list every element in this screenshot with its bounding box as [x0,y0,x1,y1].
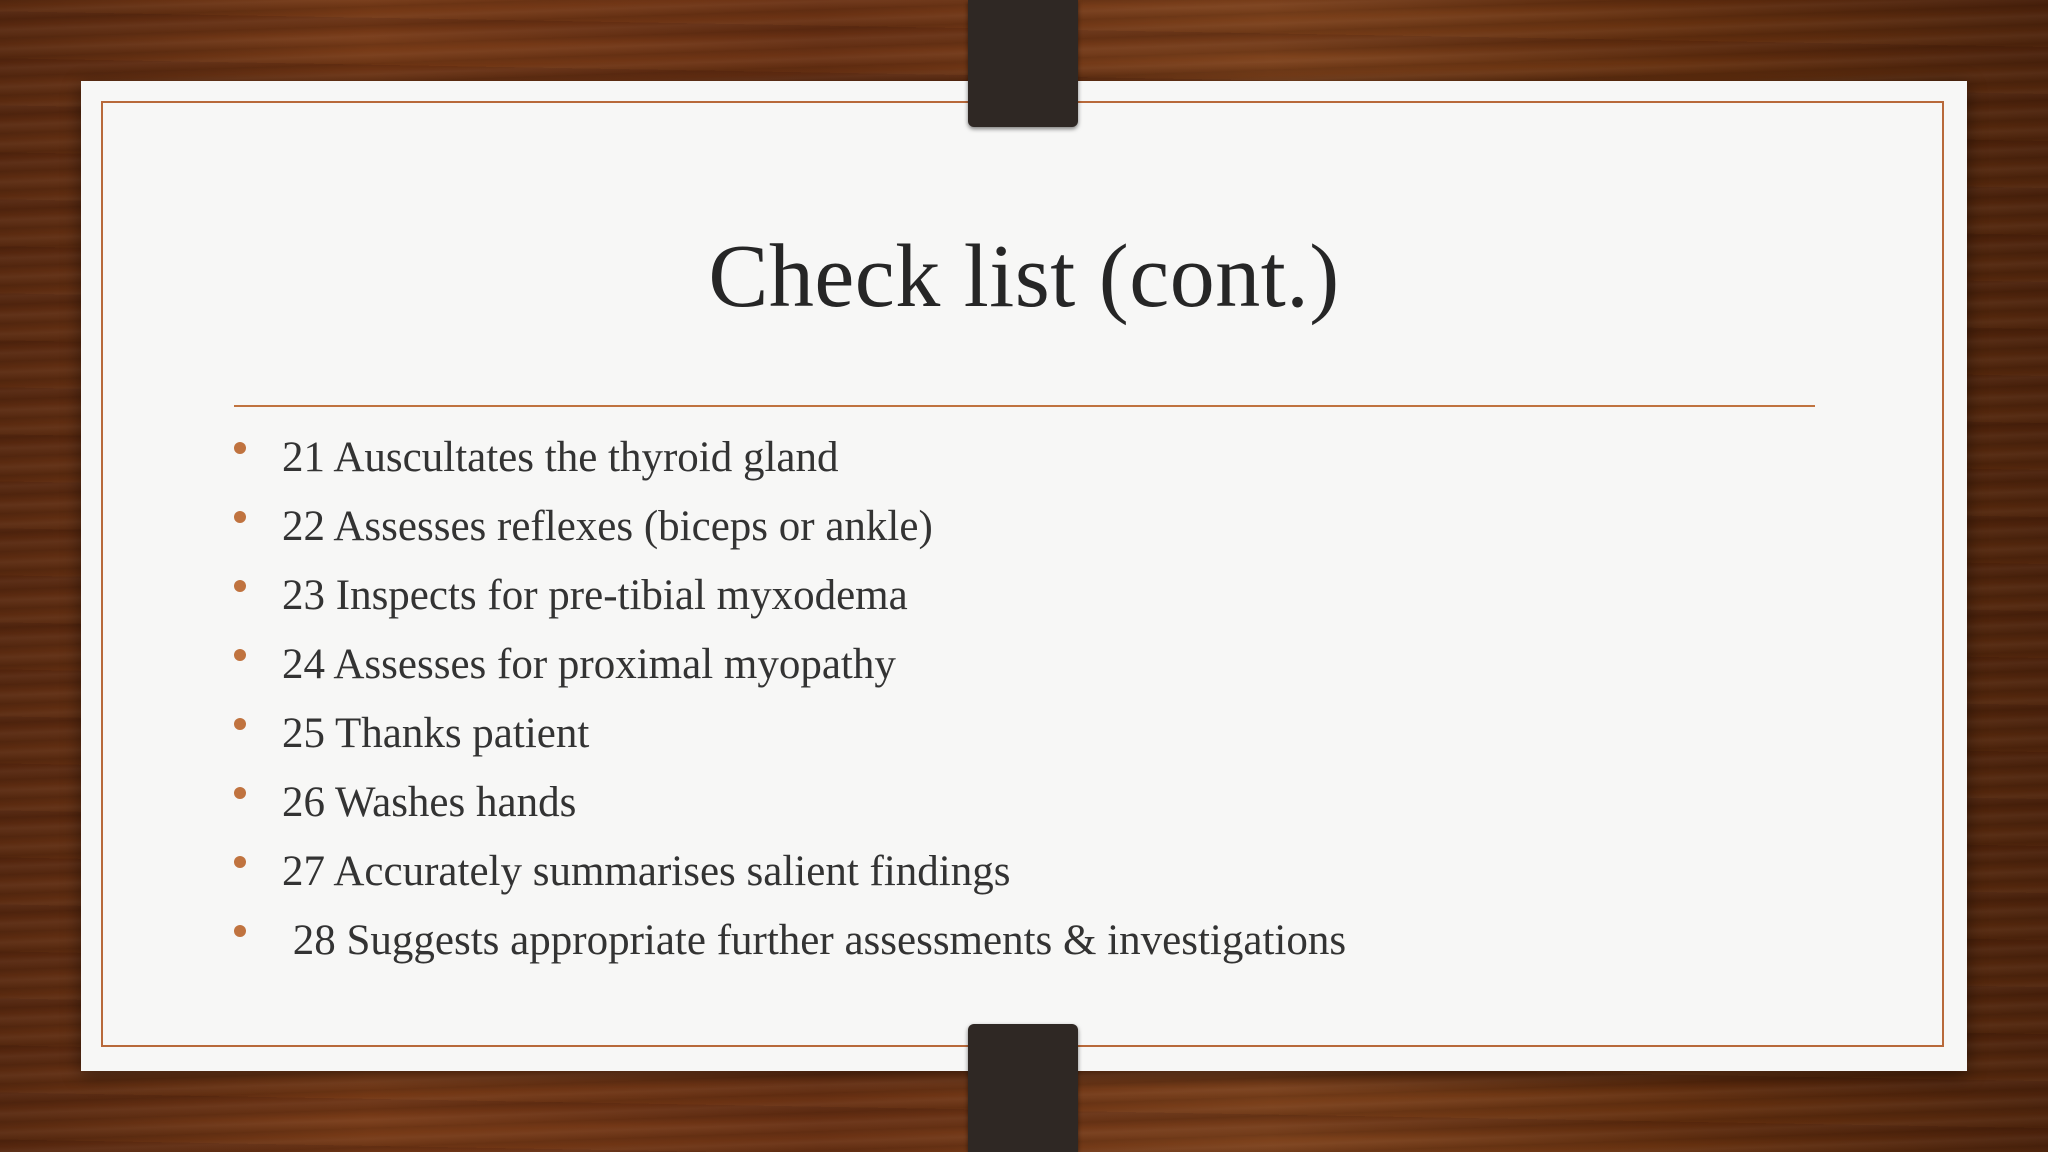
bullet-icon [234,925,246,937]
bullet-icon [234,580,246,592]
list-item-text: 25 Thanks patient [282,710,590,757]
slide-title: Check list (cont.) [708,227,1340,326]
bullet-icon [234,649,246,661]
list-item-text: 24 Assesses for proximal myopathy [282,641,896,688]
list-item-text: 21 Auscultates the thyroid gland [282,434,839,481]
list-item-text: 27 Accurately summarises salient findings [282,848,1011,895]
bullet-icon [234,856,246,868]
list-item-text: 26 Washes hands [282,779,577,826]
bottom-clip [968,1024,1078,1152]
top-clip [968,0,1078,127]
bullet-icon [234,442,246,454]
bullet-icon [234,718,246,730]
bullet-icon [234,511,246,523]
bullet-icon [234,787,246,799]
list-item-text: 23 Inspects for pre-tibial myxodema [282,572,908,619]
list-item-text: 28 Suggests appropriate further assessments & investigations [282,917,1347,964]
title-divider [234,405,1815,407]
list-item-text: 22 Assesses reflexes (biceps or ankle) [282,503,933,550]
